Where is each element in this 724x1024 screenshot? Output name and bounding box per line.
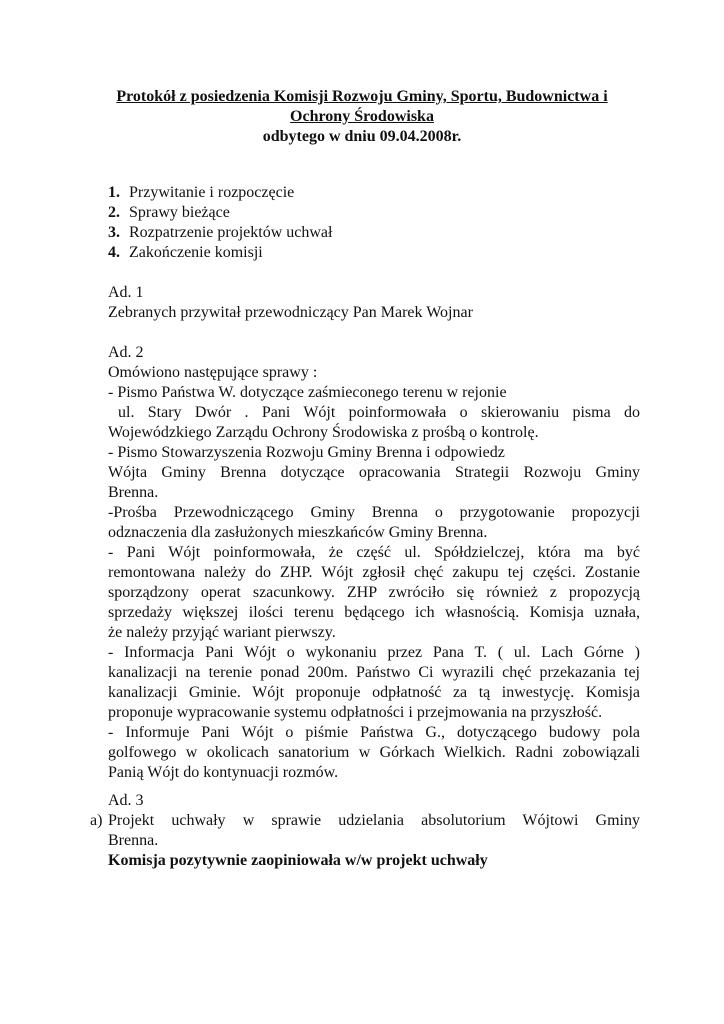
ad3-item-line-1: Projekt uchwały w sprawie udzielania absolutorium Wójtowi Gminy [108, 812, 640, 829]
ad2-line: ul. Stary Dwór . Pani Wójt poinformowała o skierowaniu pisma do [118, 404, 640, 421]
title-line-1: Protokół z posiedzenia Komisji Rozwoju Gminy, Sportu, Budownictwa i [116, 88, 608, 105]
title-line-3: odbytego w dniu 09.04.2008r. [262, 128, 462, 145]
ad2-heading: Ad. 2 [108, 344, 144, 361]
agenda-item-2: 2. Sprawy bieżące [108, 204, 230, 221]
ad2-line: odznaczenia dla zasłużonych mieszkańców Gminy Brenna. [108, 524, 488, 541]
ad2-line: sporządzony operat szacunkowy. ZHP zwróciło się również z propozycją [108, 584, 640, 601]
ad2-line: - Pismo Państwa W. dotyczące zaśmieconego terenu w rejonie [108, 384, 507, 401]
ad2-line: Wojewódzkiego Zarządu Ochrony Środowiska z prośbą o kontrolę. [108, 424, 539, 441]
title-line-2: Ochrony Środowiska [290, 108, 434, 125]
ad2-line: kanalizacji na terenie ponad 200m. Państwo Ci wyrazili chęć przekazania tej [108, 664, 640, 681]
section-ad2 [108, 343, 640, 783]
ad2-line: proponuje wypracowanie systemu odpłatności i przejmowania na przyszłość. [108, 704, 603, 721]
document-title [60, 87, 664, 147]
ad2-line: Omówiono następujące sprawy : [108, 364, 318, 381]
ad3-item-marker: a) [90, 812, 103, 829]
ad2-line: Wójta Gminy Brenna dotyczące opracowania Strategii Rozwoju Gminy [108, 464, 640, 481]
ad3-heading: Ad. 3 [108, 792, 144, 809]
ad2-line: - Informacja Pani Wójt o wykonaniu przez Pana T. ( ul. Lach Górne ) [108, 644, 640, 661]
ad2-line: - Pismo Stowarzyszenia Rozwoju Gminy Brenna i odpowiedz [108, 444, 505, 461]
ad2-line: że należy przyjąć wariant pierwszy. [108, 624, 336, 641]
agenda-item-3: 3. Rozpatrzenie projektów uchwał [108, 224, 333, 241]
section-ad1 [108, 283, 640, 323]
ad1-text: Zebranych przywitał przewodniczący Pan Marek Wojnar [108, 304, 473, 321]
ad2-line: kanalizacji Gminie. Wójt proponuje odpłatność za tą inwestycję. Komisja [108, 684, 640, 701]
ad2-line: - Pani Wójt poinformowała, że część ul. Spółdzielczej, która ma być [108, 544, 640, 561]
ad2-line: - Informuje Pani Wójt o piśmie Państwa G., dotyczącego budowy pola [108, 724, 640, 741]
ad2-line: golfowego w okolicach sanatorium w Górkach Wielkich. Radni zobowiązali [108, 744, 640, 761]
ad2-line: remontowana należy do ZHP. Wójt zgłosił chęć zakupu tej części. Zostanie [108, 564, 640, 581]
ad3-item-line-2: Brenna. [108, 832, 159, 849]
ad2-line: sprzedaży większej ilości terenu będącego ich własnością. Komisja uznała, [108, 604, 640, 621]
agenda-item-4: 4. Zakończenie komisji [108, 244, 263, 261]
agenda-item-1: 1. Przywitanie i rozpoczęcie [108, 184, 295, 201]
ad2-line: Brenna. [108, 484, 159, 501]
ad1-heading: Ad. 1 [108, 284, 144, 301]
ad3-conclusion: Komisja pozytywnie zaopiniowała w/w projekt uchwały [108, 852, 488, 869]
ad2-line: -Prośba Przewodniczącego Gminy Brenna o przygotowanie propozycji [108, 504, 640, 521]
agenda-list [108, 183, 332, 263]
ad2-line: Panią Wójt do kontynuacji rozmów. [108, 764, 339, 781]
section-ad3 [108, 791, 640, 871]
